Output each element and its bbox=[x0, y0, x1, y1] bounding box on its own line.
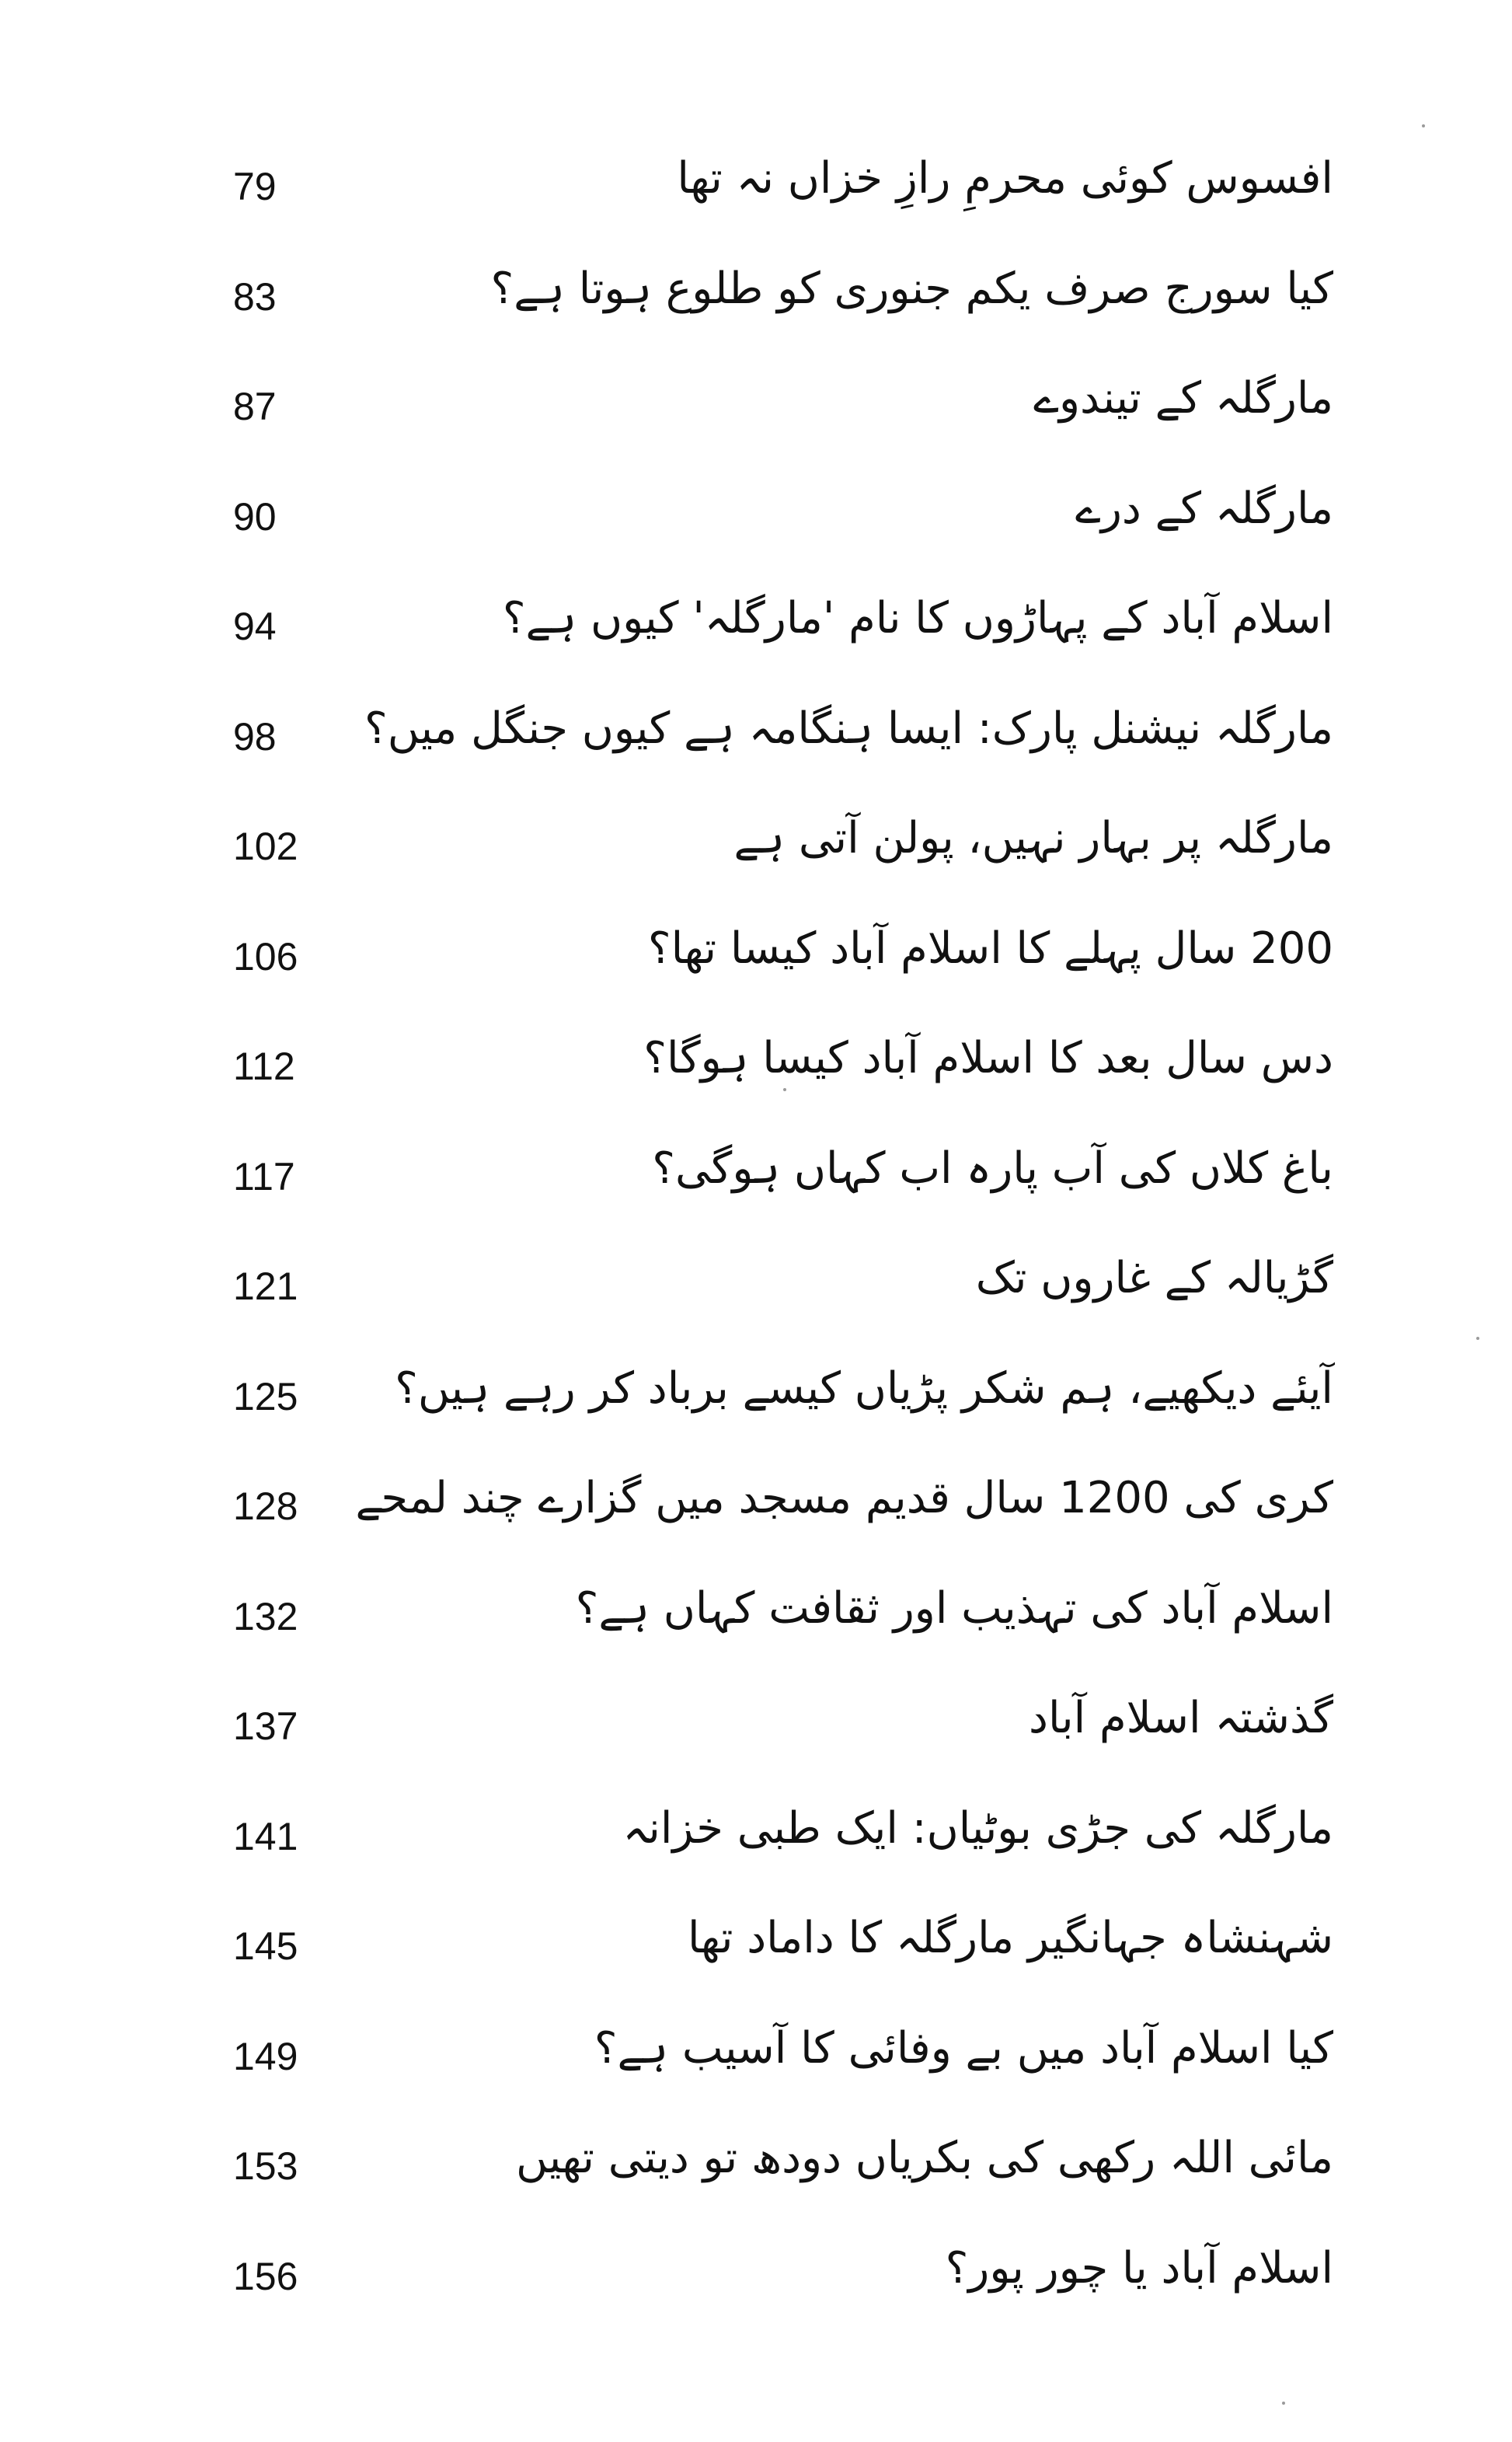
toc-row bbox=[0, 360, 1512, 470]
toc-entry-page: 121 bbox=[233, 1265, 298, 1308]
toc-row bbox=[0, 580, 1512, 690]
toc-entry-page: 141 bbox=[233, 1814, 298, 1858]
toc-entry-page: 83 bbox=[233, 274, 277, 319]
toc-entry-title: باغ کلاں کی آب پارہ اب کہاں ہوگی؟ bbox=[652, 1143, 1333, 1194]
toc-entry-title: دس سال بعد کا اسلام آباد کیسا ہوگا؟ bbox=[643, 1033, 1333, 1083]
scan-speck bbox=[783, 1088, 786, 1091]
toc-entry-title: مارگلہ کی جڑی بوٹیاں: ایک طبی خزانہ bbox=[622, 1802, 1333, 1854]
toc-entry-title: اسلام آباد کے پہاڑوں کا نام 'مارگلہ' کیوں ہے؟ bbox=[502, 593, 1333, 644]
toc-row bbox=[0, 800, 1512, 910]
toc-row bbox=[0, 1900, 1512, 2010]
toc-row bbox=[0, 2230, 1512, 2340]
toc-entry-title: شہنشاہ جہانگیر مارگلہ کا داماد تھا bbox=[687, 1913, 1333, 1963]
toc-entry-page: 156 bbox=[233, 2254, 298, 2298]
toc-row bbox=[0, 1680, 1512, 1790]
toc-entry-title: مارگلہ نیشنل پارک: ایسا ہنگامہ ہے کیوں جنگل میں؟ bbox=[364, 703, 1333, 754]
toc-entry-title: کری کی 1200 سال قدیم مسجد میں گزارے چند لمحے bbox=[355, 1473, 1333, 1523]
toc-row bbox=[0, 1240, 1512, 1350]
toc-row bbox=[0, 140, 1512, 250]
toc-entry-page: 153 bbox=[233, 2144, 298, 2188]
toc-entry-title: اسلام آباد یا چور پور؟ bbox=[945, 2242, 1333, 2294]
toc-entry-page: 87 bbox=[233, 385, 277, 428]
toc-entry-page: 117 bbox=[233, 1154, 295, 1198]
toc-row bbox=[0, 2010, 1512, 2120]
toc-row bbox=[0, 1460, 1512, 1570]
toc-entry-page: 106 bbox=[233, 934, 298, 979]
toc-entry-title: افسوس کوئی محرمِ رازِ خزاں نہ تھا bbox=[677, 153, 1333, 204]
scan-speck bbox=[1476, 1337, 1479, 1340]
toc-entry-page: 79 bbox=[233, 165, 277, 208]
toc-entry-title: کیا اسلام آباد میں بے وفائی کا آسیب ہے؟ bbox=[594, 2022, 1333, 2074]
toc-entry-title: کیا سورج صرف یکم جنوری کو طلوع ہوتا ہے؟ bbox=[490, 263, 1333, 314]
toc-entry-page: 128 bbox=[233, 1484, 298, 1528]
scan-speck bbox=[1422, 124, 1425, 127]
toc-row bbox=[0, 470, 1512, 581]
toc-row bbox=[0, 1130, 1512, 1240]
toc-row bbox=[0, 1350, 1512, 1460]
toc-row bbox=[0, 1790, 1512, 1900]
toc-entry-page: 149 bbox=[233, 2034, 298, 2078]
toc-entry-page: 94 bbox=[233, 605, 277, 648]
toc-entry-page: 90 bbox=[233, 494, 277, 539]
toc-entry-title: گذشتہ اسلام آباد bbox=[1029, 1693, 1333, 1743]
toc-row bbox=[0, 2119, 1512, 2230]
toc-entry-page: 125 bbox=[233, 1374, 298, 1418]
toc-entry-title: مارگلہ کے تیندوے bbox=[1033, 373, 1333, 424]
toc-entry-title: آیئے دیکھیے، ہم شکر پڑیاں کیسے برباد کر رہے ہیں؟ bbox=[395, 1362, 1333, 1414]
toc-entry-title: مارگلہ پر بہار نہیں، پولن آتی ہے bbox=[733, 813, 1333, 863]
table-of-contents bbox=[0, 140, 1512, 2339]
toc-row bbox=[0, 910, 1512, 1020]
toc-row bbox=[0, 1570, 1512, 1680]
toc-entry-title: اسلام آباد کی تہذیب اور ثقافت کہاں ہے؟ bbox=[575, 1582, 1333, 1634]
scan-speck bbox=[1282, 2402, 1285, 2405]
toc-entry-page: 102 bbox=[233, 825, 298, 868]
toc-entry-page: 98 bbox=[233, 714, 277, 759]
toc-row bbox=[0, 1020, 1512, 1130]
toc-entry-title: گڑیالہ کے غاروں تک bbox=[975, 1253, 1333, 1303]
toc-row bbox=[0, 250, 1512, 361]
toc-entry-title: مائی اللہ رکھی کی بکریاں دودھ تو دیتی تھیں bbox=[516, 2133, 1333, 2183]
toc-entry-title: 200 سال پہلے کا اسلام آباد کیسا تھا؟ bbox=[647, 923, 1333, 974]
toc-entry-page: 132 bbox=[233, 1594, 298, 1638]
toc-entry-page: 112 bbox=[233, 1045, 295, 1088]
toc-entry-page: 145 bbox=[233, 1924, 298, 1968]
toc-entry-title: مارگلہ کے درے bbox=[1075, 483, 1333, 534]
toc-entry-page: 137 bbox=[233, 1704, 298, 1748]
toc-row bbox=[0, 690, 1512, 801]
